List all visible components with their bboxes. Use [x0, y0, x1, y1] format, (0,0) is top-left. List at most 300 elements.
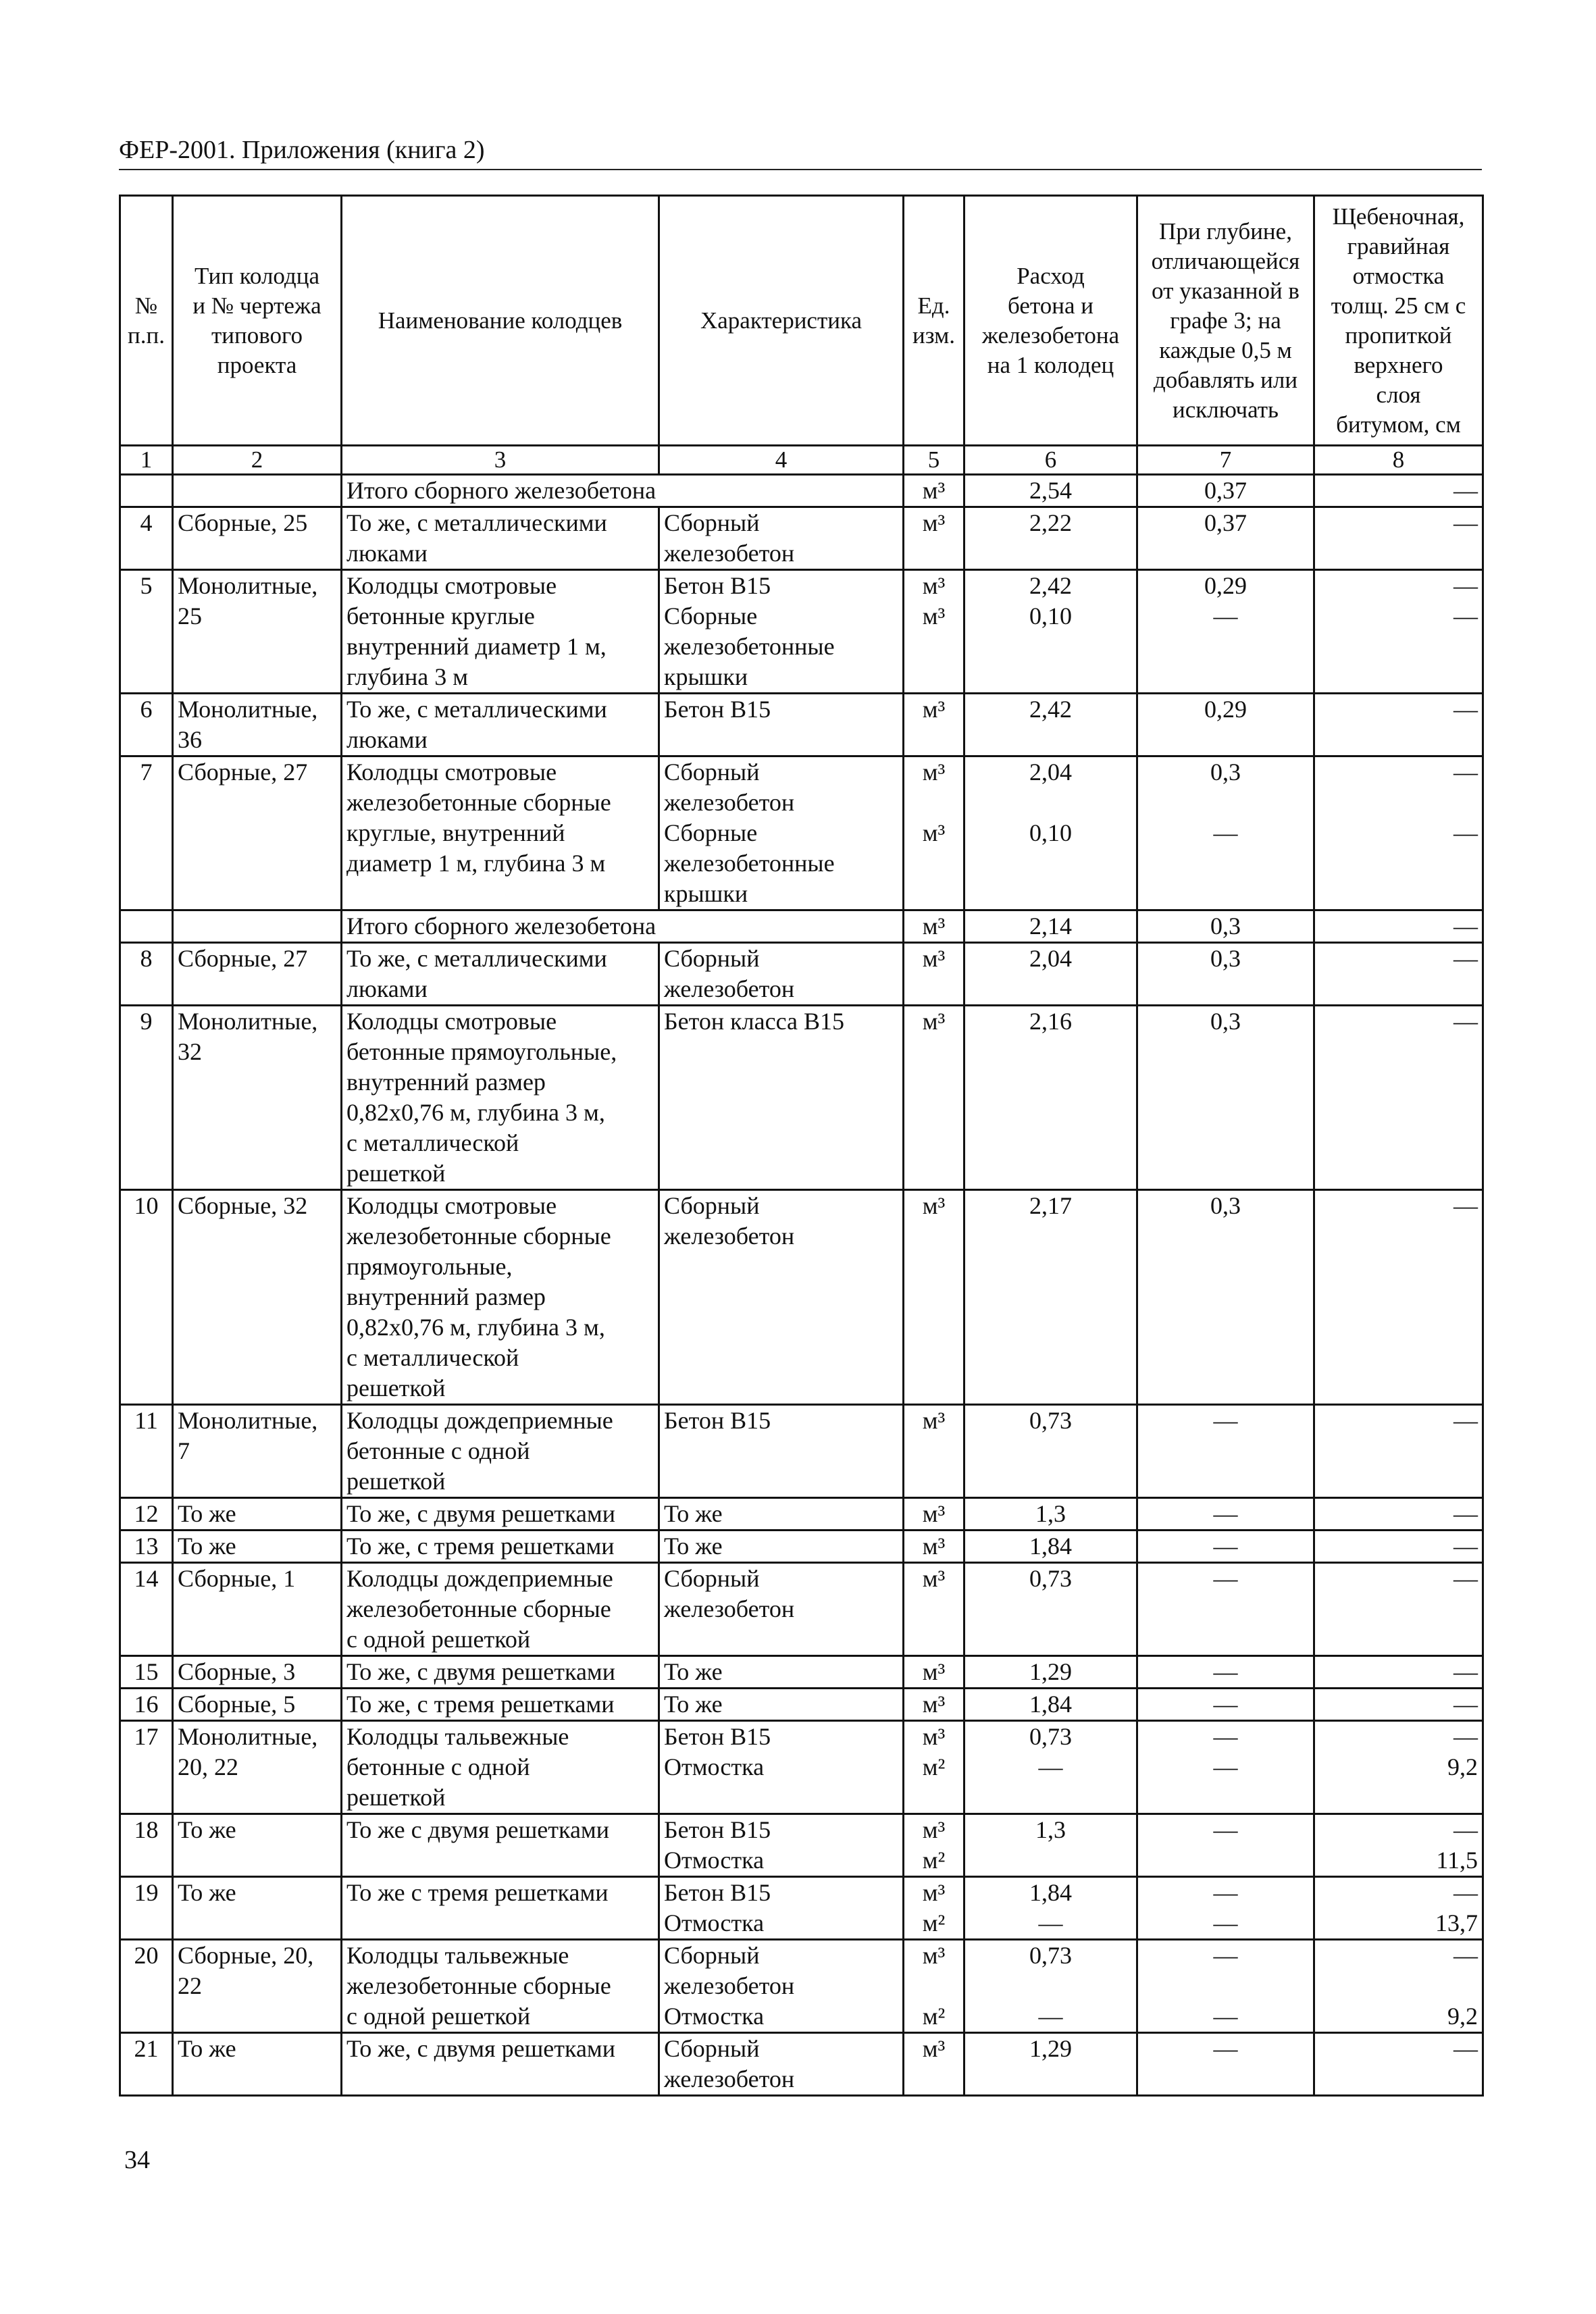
table-row — [120, 1877, 1483, 1940]
header-col-6 — [964, 196, 1137, 446]
name-cell — [342, 1006, 659, 1190]
unit-line: м³ — [922, 945, 946, 972]
concrete-consumption-cell — [964, 1721, 1137, 1814]
name-line: железобетонные сборные — [346, 789, 611, 816]
value-line: — — [1213, 1658, 1238, 1685]
characteristic-cell — [659, 1006, 904, 1190]
value-line: — — [1453, 819, 1478, 846]
table-row — [120, 1656, 1483, 1689]
depth-adjustment-cell — [1137, 943, 1314, 1006]
header-line: отличающейся — [1151, 247, 1300, 274]
value-line: — — [1453, 572, 1478, 599]
unit-cell — [904, 1656, 964, 1689]
characteristic-line: железобетон — [664, 975, 795, 1002]
value-line — [1142, 1845, 1309, 1876]
name-line: железобетонные сборные — [346, 1595, 611, 1622]
type-cell — [173, 570, 342, 694]
table-row — [120, 1006, 1483, 1190]
value-line — [969, 788, 1132, 818]
characteristic-line: крышки — [664, 880, 748, 907]
unit-cell — [904, 2033, 964, 2096]
name-line: люками — [346, 975, 428, 1002]
type-line: То же — [178, 1816, 236, 1843]
characteristic-line: Сборный — [664, 2035, 760, 2062]
value-line: — — [1038, 2003, 1063, 2030]
header-line: п.п. — [128, 322, 165, 349]
characteristic-line: Сборный — [664, 1192, 760, 1219]
table-row — [120, 943, 1483, 1006]
value-line: 2,42 — [1029, 572, 1072, 599]
header-col-2 — [173, 196, 342, 446]
header-line: от указанной в — [1152, 277, 1299, 304]
characteristic-line: Сборные — [664, 819, 758, 846]
type-line: Сборные, 25 — [178, 509, 308, 536]
name-line: То же с тремя решетками — [346, 1879, 609, 1906]
depth-adjustment-cell — [1137, 756, 1314, 910]
col-number: 1 — [120, 446, 173, 475]
characteristic-line: То же — [664, 1691, 723, 1718]
type-cell — [173, 1498, 342, 1531]
value-line: — — [1453, 1691, 1478, 1718]
col-number: 6 — [964, 446, 1137, 475]
name-line: Колодцы дождеприемные — [346, 1565, 613, 1592]
name-cell — [342, 507, 659, 570]
name-line: люками — [346, 726, 428, 753]
unit-line: м³ — [922, 1816, 946, 1843]
depth-adjustment-cell — [1137, 1498, 1314, 1531]
characteristic-line: железобетон — [664, 1223, 795, 1250]
type-line: Монолитные, — [178, 1407, 318, 1434]
value-line: 2,04 — [1029, 759, 1072, 786]
table-row — [120, 570, 1483, 694]
name-line: То же, с тремя решетками — [346, 1533, 615, 1560]
row-number-cell: 14 — [120, 1563, 173, 1656]
name-line: Колодцы дождеприемные — [346, 1407, 613, 1434]
characteristic-line: железобетон — [664, 789, 795, 816]
name-line: То же, с двумя решетками — [346, 1500, 615, 1527]
value-line: 1,29 — [1029, 2035, 1072, 2062]
unit-line: м³ — [922, 819, 946, 846]
name-line: бетонные с одной — [346, 1753, 530, 1780]
value-line: 0,10 — [1029, 602, 1072, 629]
type-line: 36 — [178, 726, 202, 753]
col-number: 5 — [904, 446, 964, 475]
type-cell — [173, 756, 342, 910]
name-line: бетонные круглые — [346, 602, 535, 629]
characteristic-line: железобетон — [664, 540, 795, 567]
running-head: ФЕР-2001. Приложения (книга 2) — [119, 135, 1482, 170]
value-line — [1319, 788, 1478, 818]
name-line: железобетонные сборные — [346, 1972, 611, 1999]
unit-cell — [904, 507, 964, 570]
value-line: 0,73 — [1029, 1407, 1072, 1434]
name-line: решеткой — [346, 1784, 446, 1811]
concrete-consumption-cell — [964, 1531, 1137, 1563]
type-cell — [173, 1190, 342, 1405]
characteristic-line: Сборные — [664, 602, 758, 629]
value-line: — — [1453, 1533, 1478, 1560]
table-row — [120, 694, 1483, 756]
unit-line: м³ — [922, 1942, 946, 1969]
value-line: 2,42 — [1029, 696, 1072, 723]
header-line: и № чертежа — [192, 292, 321, 319]
type-line: Сборные, 20, — [178, 1942, 314, 1969]
table-row — [120, 1405, 1483, 1498]
concrete-consumption-cell — [964, 1689, 1137, 1721]
row-number-cell: 15 — [120, 1656, 173, 1689]
header-col-3 — [342, 196, 659, 446]
table-row — [120, 1531, 1483, 1563]
row-number-cell: 9 — [120, 1006, 173, 1190]
unit-line: м³ — [922, 1407, 946, 1434]
pavement-cell — [1314, 1405, 1483, 1498]
name-line: бетонные прямоугольные, — [346, 1038, 617, 1065]
type-cell — [173, 1721, 342, 1814]
depth-adjustment-cell — [1137, 1531, 1314, 1563]
concrete-consumption-cell — [964, 1940, 1137, 2033]
pavement-cell — [1314, 1563, 1483, 1656]
pavement-cell — [1314, 2033, 1483, 2096]
characteristic-line: Бетон класса В15 — [664, 1008, 844, 1035]
concrete-consumption-cell — [964, 1405, 1137, 1498]
header-line: типового — [211, 322, 303, 349]
characteristic-line: железобетон — [664, 1595, 795, 1622]
header-line: Характеристика — [700, 307, 863, 334]
value-line: 0,73 — [1029, 1942, 1072, 1969]
characteristic-line: железобетонные — [664, 633, 835, 660]
header-line: на 1 колодец — [987, 351, 1114, 378]
unit-cell — [904, 1877, 964, 1940]
pavement-cell — [1314, 1689, 1483, 1721]
value-line: — — [1213, 2003, 1238, 2030]
col-number: 4 — [659, 446, 904, 475]
characteristic-cell — [659, 1940, 904, 2033]
concrete-consumption-cell — [964, 1877, 1137, 1940]
name-line: То же, с металлическими — [346, 945, 607, 972]
header-line: Тип колодца — [194, 262, 319, 289]
value-line: 0,73 — [1029, 1723, 1072, 1750]
value-line: 0,3 — [1210, 945, 1241, 972]
unit-line: м³ — [922, 572, 946, 599]
characteristic-cell — [659, 1877, 904, 1940]
header-line: толщ. 25 см с — [1331, 292, 1466, 319]
header-line: проекта — [217, 351, 297, 378]
header-line: исключать — [1172, 396, 1279, 423]
name-line: глубина 3 м — [346, 663, 469, 690]
value-line: — — [1453, 2035, 1478, 2062]
type-cell — [173, 1006, 342, 1190]
concrete-consumption-cell — [964, 475, 1137, 507]
name-line: решеткой — [346, 1468, 446, 1495]
depth-adjustment-cell — [1137, 507, 1314, 570]
characteristic-line: Сборный — [664, 1942, 760, 1969]
characteristic-line: Бетон В15 — [664, 1879, 771, 1906]
header-line: каждые 0,5 м — [1159, 336, 1292, 363]
characteristic-line: Бетон В15 — [664, 572, 771, 599]
row-number-cell: 11 — [120, 1405, 173, 1498]
value-line: — — [1213, 1879, 1238, 1906]
value-line: 0,3 — [1210, 1008, 1241, 1035]
value-line: — — [1453, 1723, 1478, 1750]
consumption-table — [119, 195, 1484, 2097]
table-row — [120, 2033, 1483, 2096]
unit-line: м³ — [922, 1500, 946, 1527]
pavement-cell — [1314, 1814, 1483, 1877]
concrete-consumption-cell — [964, 1563, 1137, 1656]
characteristic-cell — [659, 1689, 904, 1721]
value-line: 1,84 — [1029, 1879, 1072, 1906]
name-line: Колодцы смотровые — [346, 572, 557, 599]
row-number-cell: 20 — [120, 1940, 173, 2033]
value-line: — — [1213, 819, 1238, 846]
value-line: 2,17 — [1029, 1192, 1072, 1219]
name-line: Колодцы тальвежные — [346, 1942, 569, 1969]
pavement-cell — [1314, 694, 1483, 756]
value-line: 1,29 — [1029, 1658, 1072, 1685]
value-line: — — [1213, 602, 1238, 629]
unit-line: м³ — [922, 1192, 946, 1219]
value-line — [969, 1845, 1132, 1876]
name-line: То же, с тремя решетками — [346, 1691, 615, 1718]
concrete-consumption-cell — [964, 756, 1137, 910]
characteristic-cell — [659, 570, 904, 694]
value-line: 0,29 — [1204, 572, 1247, 599]
value-line: — — [1453, 1500, 1478, 1527]
table-body — [120, 475, 1483, 2096]
name-line: То же с двумя решетками — [346, 1816, 609, 1843]
unit-line: м² — [922, 1847, 946, 1874]
unit-line — [908, 788, 959, 818]
type-line: 32 — [178, 1038, 202, 1065]
row-number-cell — [120, 910, 173, 943]
unit-line: м³ — [922, 1565, 946, 1592]
name-line: То же, с металлическими — [346, 696, 607, 723]
characteristic-line: Бетон В15 — [664, 696, 771, 723]
depth-adjustment-cell — [1137, 1877, 1314, 1940]
unit-line: м³ — [922, 759, 946, 786]
name-cell — [342, 1721, 659, 1814]
table-row — [120, 1689, 1483, 1721]
depth-adjustment-cell — [1137, 1940, 1314, 2033]
characteristic-line: Бетон В15 — [664, 1816, 771, 1843]
table-row — [120, 1940, 1483, 2033]
depth-adjustment-cell — [1137, 2033, 1314, 2096]
unit-cell — [904, 1814, 964, 1877]
type-line: 22 — [178, 1972, 202, 1999]
header-line: № — [134, 292, 158, 319]
type-cell — [173, 1656, 342, 1689]
value-line: — — [1213, 1407, 1238, 1434]
value-line: 0,3 — [1210, 1192, 1241, 1219]
name-line: решеткой — [346, 1160, 446, 1187]
concrete-consumption-cell — [964, 1190, 1137, 1405]
unit-cell — [904, 756, 964, 910]
name-line: Колодцы тальвежные — [346, 1723, 569, 1750]
value-line: — — [1213, 1909, 1238, 1936]
name-line: железобетонные сборные — [346, 1223, 611, 1250]
characteristic-line: Бетон В15 — [664, 1407, 771, 1434]
name-line: То же, с двумя решетками — [346, 2035, 615, 2062]
value-line: 1,3 — [1035, 1816, 1066, 1843]
characteristic-line: Сборный — [664, 509, 760, 536]
header-line: отмостка — [1352, 262, 1445, 289]
header-line: Расход — [1016, 262, 1085, 289]
value-line: 1,84 — [1029, 1533, 1072, 1560]
unit-line: м³ — [922, 602, 946, 629]
type-cell — [173, 1531, 342, 1563]
pavement-cell — [1314, 756, 1483, 910]
header-line: пропиткой — [1345, 322, 1452, 349]
depth-adjustment-cell — [1137, 1190, 1314, 1405]
depth-adjustment-cell — [1137, 475, 1314, 507]
value-line: — — [1453, 1879, 1478, 1906]
total-row — [120, 910, 1483, 943]
name-line: с металлической — [346, 1129, 519, 1156]
name-cell — [342, 1689, 659, 1721]
characteristic-line: Сборный — [664, 759, 760, 786]
value-line: — — [1213, 1816, 1238, 1843]
header-col-7 — [1137, 196, 1314, 446]
type-line: Монолитные, — [178, 696, 318, 723]
unit-line — [908, 1971, 959, 2001]
unit-cell — [904, 1721, 964, 1814]
characteristic-line: крышки — [664, 663, 748, 690]
value-line: 0,37 — [1204, 509, 1247, 536]
page-number: 34 — [124, 2146, 150, 2174]
type-line: 7 — [178, 1437, 190, 1464]
name-line: внутренний диаметр 1 м, — [346, 633, 607, 660]
value-line: — — [1453, 912, 1478, 940]
characteristic-cell — [659, 1498, 904, 1531]
name-line: Колодцы смотровые — [346, 1192, 557, 1219]
value-line: 11,5 — [1436, 1847, 1478, 1874]
name-line: с металлической — [346, 1344, 519, 1371]
value-line: — — [1453, 602, 1478, 629]
table-row — [120, 756, 1483, 910]
name-cell — [342, 943, 659, 1006]
concrete-consumption-cell — [964, 1656, 1137, 1689]
name-line: люками — [346, 540, 428, 567]
row-number-cell: 16 — [120, 1689, 173, 1721]
row-number-cell: 19 — [120, 1877, 173, 1940]
unit-cell — [904, 1190, 964, 1405]
pavement-cell — [1314, 1940, 1483, 2033]
value-line: 0,3 — [1210, 759, 1241, 786]
name-line: Колодцы смотровые — [346, 1008, 557, 1035]
depth-adjustment-cell — [1137, 1689, 1314, 1721]
value-line: — — [1213, 1565, 1238, 1592]
unit-cell — [904, 1563, 964, 1656]
characteristic-cell — [659, 1531, 904, 1563]
pavement-cell — [1314, 475, 1483, 507]
value-line: 2,22 — [1029, 509, 1072, 536]
name-line: прямоугольные, — [346, 1253, 513, 1280]
header-line: битумом, см — [1336, 411, 1461, 438]
col-number: 7 — [1137, 446, 1314, 475]
depth-adjustment-cell — [1137, 1656, 1314, 1689]
depth-adjustment-cell — [1137, 1721, 1314, 1814]
type-cell — [173, 1940, 342, 2033]
type-line: 20, 22 — [178, 1753, 238, 1780]
depth-adjustment-cell — [1137, 1006, 1314, 1190]
characteristic-line: железобетон — [664, 2065, 795, 2092]
value-line: — — [1213, 1533, 1238, 1560]
concrete-consumption-cell — [964, 507, 1137, 570]
concrete-consumption-cell — [964, 2033, 1137, 2096]
concrete-consumption-cell — [964, 570, 1137, 694]
type-line: Сборные, 27 — [178, 945, 308, 972]
header-col-4 — [659, 196, 904, 446]
characteristic-line: железобетонные — [664, 850, 835, 877]
characteristic-line: Бетон В15 — [664, 1723, 771, 1750]
depth-adjustment-cell — [1137, 1814, 1314, 1877]
type-cell — [173, 1814, 342, 1877]
name-line: То же, с металлическими — [346, 509, 607, 536]
header-line: железобетона — [981, 322, 1120, 349]
value-line: 13,7 — [1435, 1909, 1478, 1936]
name-line: с одной решеткой — [346, 1626, 531, 1653]
value-line: 0,29 — [1204, 696, 1247, 723]
col-number: 8 — [1314, 446, 1483, 475]
col-number: 2 — [173, 446, 342, 475]
value-line: — — [1453, 477, 1478, 504]
name-line: круглые, внутренний — [346, 819, 565, 846]
unit-cell — [904, 1405, 964, 1498]
characteristic-cell — [659, 1563, 904, 1656]
unit-cell — [904, 570, 964, 694]
concrete-consumption-cell — [964, 910, 1137, 943]
type-line: То же — [178, 1500, 236, 1527]
name-line: То же, с двумя решетками — [346, 1658, 615, 1685]
header-col-5 — [904, 196, 964, 446]
pavement-cell — [1314, 1498, 1483, 1531]
unit-line: м³ — [922, 1723, 946, 1750]
value-line: — — [1213, 2035, 1238, 2062]
characteristic-line: Отмостка — [664, 2003, 765, 2030]
type-line: То же — [178, 2035, 236, 2062]
unit-line: м² — [922, 2003, 946, 2030]
value-line: 2,04 — [1029, 945, 1072, 972]
row-number-cell: 8 — [120, 943, 173, 1006]
value-line: — — [1213, 1753, 1238, 1780]
type-line: То же — [178, 1533, 236, 1560]
header-line: слоя — [1376, 381, 1421, 408]
header-row — [120, 196, 1483, 446]
name-line: 0,82х0,76 м, глубина 3 м, — [346, 1314, 605, 1341]
name-cell — [342, 694, 659, 756]
header-col-8 — [1314, 196, 1483, 446]
name-cell — [342, 1656, 659, 1689]
unit-cell — [904, 1531, 964, 1563]
unit-cell — [904, 475, 964, 507]
characteristic-cell — [659, 2033, 904, 2096]
value-line: — — [1038, 1753, 1063, 1780]
type-line: Сборные, 3 — [178, 1658, 296, 1685]
total-label-cell: Итого сборного железобетона — [342, 475, 904, 507]
value-line — [969, 1971, 1132, 2001]
type-cell — [173, 475, 342, 507]
value-line: — — [1453, 1565, 1478, 1592]
table-row — [120, 1190, 1483, 1405]
value-line: — — [1453, 1942, 1478, 1969]
row-number-cell: 10 — [120, 1190, 173, 1405]
row-number-cell: 17 — [120, 1721, 173, 1814]
name-line: с одной решеткой — [346, 2003, 531, 2030]
name-cell — [342, 1498, 659, 1531]
table-row — [120, 1721, 1483, 1814]
pavement-cell — [1314, 1190, 1483, 1405]
value-line: 1,84 — [1029, 1691, 1072, 1718]
